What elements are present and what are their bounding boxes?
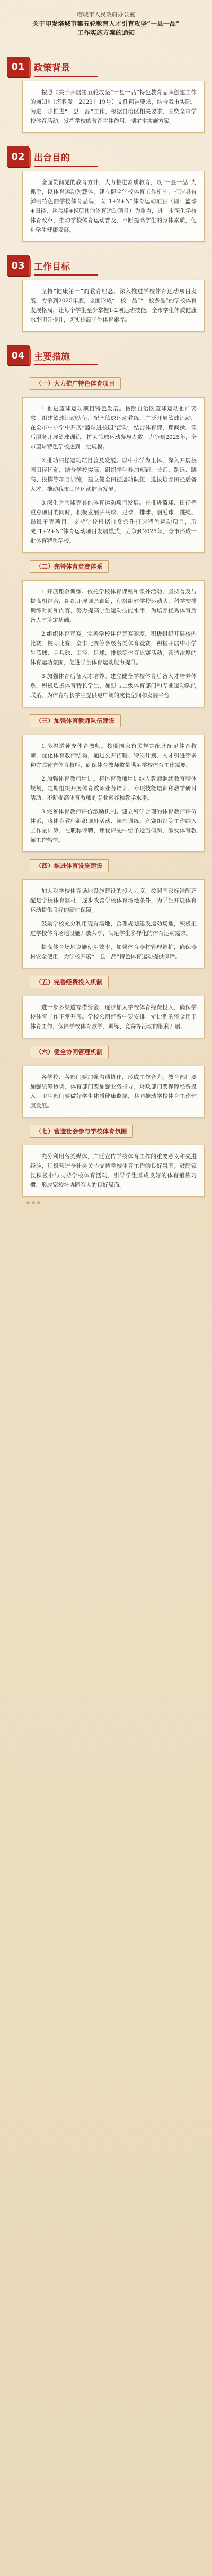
- subsection-card: [22, 996, 205, 1038]
- document-header: [0, 0, 212, 43]
- section-title: 工作目标: [34, 259, 98, 276]
- section-title: 政策背景: [34, 60, 98, 77]
- subsection-4: [0, 852, 212, 968]
- section-number-badge: 04: [7, 345, 29, 365]
- paragraph: 全面贯彻党的教育方针，大力推进素质教育，以“一县一品”为抓手，以体育运动为载体，建立健全学校体育工作机制，打造具有鲜明特色的学校体育品牌，以“1+2+N”体育运动项目（即：篮球+田径、乒乓球+N项其他体育运动项目）为重点，进一步深化学校体育改革，推动学校体育运动普及，不断提高学生的身体素质，促进学生健康发展。: [30, 179, 197, 233]
- paragraph: 2.组织体育竞赛。完善学校体育竞赛制度，积极组织开展校内比赛、校际比赛、全市比赛等各级各类体育竞赛，积极开展中小学生篮球、乒乓球、田径、足球、排球等体育比赛活动，营造浓厚的体育运动氛围，促进学生体育运动能力提升。: [30, 631, 197, 666]
- dot-icon: [37, 1201, 40, 1204]
- subsection-title: （六）健全协同管理机制: [30, 1046, 109, 1058]
- subsection-2: [0, 553, 212, 707]
- paragraph: 3.加强体育后备人才培养。建立健全学校体育后备人才培养体系，积极选拔体育特长学生，加强与上级体育部门和专业运动队的联系，为体育特长学生提供更广阔的成长空间和发展平台。: [30, 673, 197, 699]
- subsection-card: [22, 879, 205, 968]
- subsection-5: [0, 968, 212, 1038]
- section-head-01: [7, 52, 212, 77]
- paragraph: 进一步多渠道筹措资金，逐步加大学校体育经费投入，确保学校体育工作正常开展。学校公用经费中要安排一定比例的资金用于体育工作，保障学校体育教学、训练、竞赛等活动的顺利开展。: [30, 1004, 197, 1030]
- subsection-card: [22, 1145, 205, 1197]
- issuing-office: 塔城市人民政府办公室: [77, 11, 135, 18]
- section-number-badge: 03: [7, 255, 29, 276]
- document-title-line2: 工作实施方案的通知: [77, 29, 135, 36]
- subsection-title: （二）完善体育竞赛体系: [30, 560, 109, 573]
- section-head-02: [7, 142, 212, 167]
- section-title: 出台目的: [34, 150, 98, 167]
- section-card-01: [22, 81, 205, 133]
- subsection-card: [22, 1066, 205, 1117]
- subsection-title: （五）完善经费投入机制: [30, 976, 109, 988]
- paragraph: 3.完善体育教师评价激励机制。建立科学合理的体育教师评价体系，将体育教师组织课外活动、课余训练、竞赛组织等工作纳入工作量计算，在职称评聘、评优评先中给予适当倾斜，激发体育教师工作热情。: [30, 809, 197, 844]
- section-card-03: [22, 280, 205, 332]
- paragraph: 鼓励学校充分利用现有场地，合理规划建设运动场地，积极推进学校体育场地设施开放共享，满足学生多样化的体育运动需求。: [30, 921, 197, 937]
- subsection-title: （一）大力推广特色体育项目: [30, 377, 121, 390]
- section-head-03: [7, 251, 212, 276]
- subsection-title: （三）加强体育教师队伍建设: [30, 714, 121, 727]
- paragraph: 1.推进篮球运动项目特色发展。按照自治区篮球运动推广要求，组建篮球运动队伍，配齐篮球运动教练，广泛开展篮球运动，在全市中小学中开展“篮球进校园”活动，结合体育课、课间操、课后服务开展篮球训练，扩大篮球运动参与人数，力争到2025年，全市篮球特色学校达到一定规模。: [30, 406, 197, 450]
- subsection-title: （四）推进体育设施建设: [30, 859, 109, 872]
- dot-icon: [26, 1201, 30, 1204]
- dot-icon: [32, 1201, 35, 1204]
- paragraph: 加大对学校体育场地设施建设的投入力度，按照国家标准配齐配足学校体育器材，逐步改善学校体育场地条件，为学生开展体育运动提供良好的硬件保障。: [30, 888, 197, 913]
- paragraph: 1.多渠道补充体育教师。按照国家有关规定配齐配足体育教师，优化体育教师结构，通过公开招聘、特岗计划、人才引进等多种方式补充体育教师，确保体育教师数量满足学校体育工作需要。: [30, 743, 197, 768]
- paragraph: 坚持“健康第一”的教育理念，深入推进学校体育运动项目发展，力争到2025年底，全面形成“一校一品”“一校多品”的学校体育发展格局，让每个学生至少掌握1-2项运动技能，全市学生体质健康水平明显提升，切实提高学生体育素养。: [30, 288, 197, 323]
- paragraph: 2.加强体育教师培训。将体育教师培训纳入教师继续教育整体规划，定期组织开展体育教师业务培训、专项技能培训和教学研讨活动，不断提高体育教师的专业素养和教学水平。: [30, 776, 197, 801]
- paragraph: 按照《关于开展第五轮攻坚“一县一品”特色教育品牌创建工作的通知》（塔教发〔2023〕19号）文件精神要求，结合我市实际，为进一步推进“一县一品”工作，根据自治区相关要求，围绕全市学校体育活动，发挥学校的教育主体作用，制定本实施方案。: [30, 89, 197, 124]
- section-number-badge: 01: [7, 57, 29, 77]
- section-title: 主要措施: [34, 349, 98, 365]
- subsection-title: （七）营造社会参与学校体育氛围: [30, 1125, 133, 1138]
- footer-decoration: [26, 1201, 212, 1204]
- subsection-6: [0, 1038, 212, 1117]
- paragraph: 各学校、各部门要加强沟通协作，形成工作合力。教育部门要加强统筹协调，体育部门要加强业务指导，财政部门要保障经费投入，卫生部门要做好学生体质健康监测，共同推动学校体育工作健康发展。: [30, 1074, 197, 1109]
- subsection-card: [22, 735, 205, 852]
- section-card-02: [22, 171, 205, 242]
- subsection-card: [22, 580, 205, 707]
- section-number-badge: 02: [7, 146, 29, 167]
- subsection-card: [22, 397, 205, 553]
- paragraph: 1.开展课余训练。依托学校体育课程和课外活动，坚持普及与提高相结合，组织开展课余训练，积极组建学校运动队，科学安排训练时间和内容，努力提高学生运动技能水平，为培养优秀体育后备人才奠定基础。: [30, 589, 197, 624]
- paragraph: 提高体育场地设施使用效率，加强体育器材管理维护，确保器材安全使用，为学校开展“一县一品”特色体育运动提供保障。: [30, 944, 197, 960]
- paragraph: 3.深化乒乓球等其他体育运动项目发展。在推进篮球、田径等重点项目的同时，积极发展乒乓球、足球、排球、羽毛球、跳绳、踢毽子等项目，支持学校根据自身条件打造特色运动项目，形成“1+2+N”体育运动项目发展模式，力争到2025年，全市形成一批体育特色学校。: [30, 500, 197, 544]
- paragraph: 充分利用各类媒体，广泛宣传学校体育工作的重要意义和先进经验，积极营造全社会关心支持学校体育工作的良好氛围。鼓励家长积极参与支持学校体育活动，引导学生养成良好的体育锻炼习惯，形成家校社协同育人的良好局面。: [30, 1153, 197, 1188]
- paragraph: 2.推动田径运动项目普及发展。以中小学为主体，深入开展校园田径运动，结合学校实际，组织学生参加短跑、长跑、跳远、跳高、投掷等项目训练，建立健全田径运动队伍，选拔培养田径后备人才，推动我市田径运动健康发展。: [30, 457, 197, 492]
- subsection-7: [0, 1117, 212, 1197]
- document-title-line1: 关于印发塔城市第五轮教育人才引育攻坚“一县一品”: [32, 20, 180, 27]
- subsection-1: [0, 370, 212, 553]
- subsection-3: [0, 707, 212, 852]
- section-head-04: [7, 341, 212, 365]
